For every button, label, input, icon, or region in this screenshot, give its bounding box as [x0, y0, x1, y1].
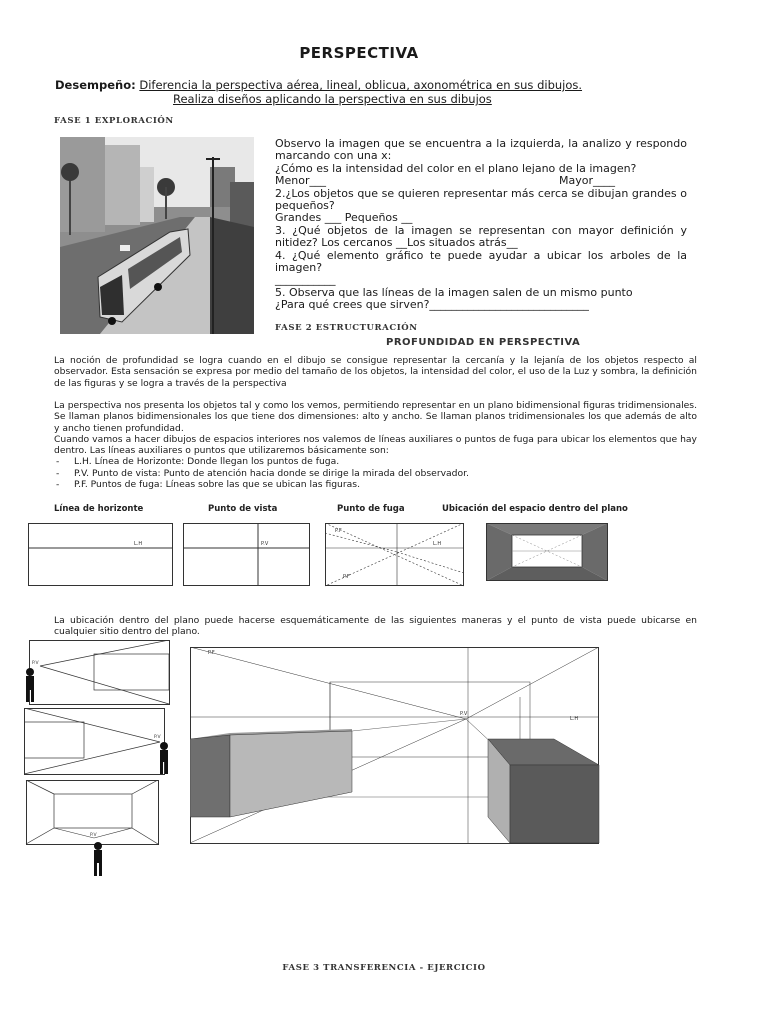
- vanishing-point-diagram: [325, 523, 465, 587]
- label-punto-fuga: Punto de fuga: [337, 504, 405, 514]
- pv-label: P.V: [90, 833, 97, 838]
- question-1: ¿Cómo es la intensidad del color en el plano lejano de la imagen?: [275, 161, 637, 175]
- observer-figure-icon: [94, 842, 102, 876]
- schematic-observer-right: [24, 708, 172, 776]
- phase3-heading: FASE 3 TRANSFERENCIA - EJERCICIO: [282, 963, 486, 973]
- desempeno-line1: Diferencia la perspectiva aérea, lineal, oblicua, axonométrica en sus dibujos.: [139, 78, 583, 92]
- label-horizonte: Línea de horizonte: [54, 504, 144, 514]
- label-punto-vista: Punto de vista: [208, 504, 278, 514]
- lh-label: L.H: [134, 541, 143, 547]
- schematic-observer-left: [24, 640, 172, 706]
- desempeno-block: [55, 78, 695, 106]
- schematic-observer-bottom: [24, 780, 164, 878]
- paragraph-3: Cuando vamos a hacer dibujos de espacios interiores nos valemos de líneas auxiliares o puntos de fuga para ubicar los elementos que hay dentro. Las líneas auxiliares o puntos que utilizaremos básicamente son:: [54, 433, 697, 457]
- question-5: 5. Observa que las líneas de la imagen salen de un mismo punto: [275, 285, 633, 299]
- pf-label: P.F: [208, 650, 215, 656]
- paragraph-4: La ubicación dentro del plano puede hacerse esquemáticamente de las siguientes maneras y el punto de vista puede ubicarse en cualquier sitio dentro del plano.: [54, 615, 697, 638]
- street-bus-photo: [60, 137, 254, 334]
- list-item: - L.H. Línea de Horizonte: Donde llegan los puntos de fuga.: [54, 456, 697, 467]
- list-item: - P.F. Puntos de fuga: Líneas sobre las que se ubican las figuras.: [54, 479, 697, 490]
- desempeno-label: Desempeño:: [55, 78, 136, 92]
- questions-intro: Observo la imagen que se encuentra a la izquierda, la analizo y respondo marcando con una x:: [275, 137, 687, 163]
- one-point-perspective-drawing: [190, 647, 600, 847]
- pv-label: P.V: [154, 735, 161, 740]
- pv-label: P.V: [32, 661, 39, 666]
- question-2-options: Grandes ___ Pequeños __: [275, 211, 413, 225]
- pf-label: P.F: [335, 528, 342, 534]
- desempeno-line2: Realiza diseños aplicando la perspectiva en sus dibujos: [173, 92, 492, 106]
- page-title: PERSPECTIVA: [299, 44, 419, 62]
- section-title: PROFUNDIDAD EN PERSPECTIVA: [386, 337, 581, 348]
- question-2: 2.¿Los objetos que se quieren representar más cerca se dibujan grandes o pequeños?: [275, 186, 687, 213]
- question-3: 3. ¿Qué objetos de la imagen se representan con mayor definición y nitidez? Los cercanos __Los situados atrás__: [275, 223, 687, 250]
- lh-label: L.H: [433, 541, 442, 547]
- pf-label: P.F: [343, 574, 350, 580]
- point-of-view-diagram: [183, 523, 311, 587]
- paragraph-2-block: [54, 400, 697, 490]
- horizon-line-diagram: [28, 523, 174, 587]
- question-4: 4. ¿Qué elemento gráfico te puede ayudar a ubicar los arboles de la imagen?: [275, 248, 687, 275]
- label-ubicacion-espacio: Ubicación del espacio dentro del plano: [442, 504, 628, 514]
- space-location-diagram: [486, 523, 610, 583]
- pv-label: P.V: [261, 541, 269, 547]
- exploration-questions: [275, 138, 687, 312]
- question-1-option-b: Mayor____: [559, 174, 615, 188]
- pv-label: P.V: [460, 711, 468, 717]
- question-1-option-a: Menor___: [275, 174, 326, 188]
- paragraph-2: La perspectiva nos presenta los objetos tal y como los vemos, permitiendo representar en un plano bidimensional figuras tridimensionales. Se llaman planos bidimensionales los que tiene dos dimensiones: alto y ancho. Se llaman planos tridimensionales los que además de alto y ancho tienen profundidad.: [54, 400, 697, 434]
- question-4-blank: ___________: [275, 273, 336, 287]
- list-item: - P.V. Punto de vista: Punto de atención hacia donde se dirige la mirada del observador.: [54, 468, 697, 479]
- phase2-heading: FASE 2 ESTRUCTURACIÓN: [275, 323, 418, 333]
- phase1-heading: FASE 1 EXPLORACIÓN: [54, 116, 174, 126]
- auxiliary-lines-list: [54, 456, 697, 490]
- paragraph-1: La noción de profundidad se logra cuando en el dibujo se consigue representar la cercanía y la lejanía de los objetos respecto al observador. Esta sensación se expresa por medio del tamaño de los objetos, la intensidad del color, el uso de la Luz y sombra, la definición de las figuras y se logra a través de la perspectiva: [54, 355, 697, 389]
- question-5-b: ¿Para qué crees que sirven?_____________________________: [275, 298, 589, 312]
- lh-label: L.H: [570, 716, 579, 722]
